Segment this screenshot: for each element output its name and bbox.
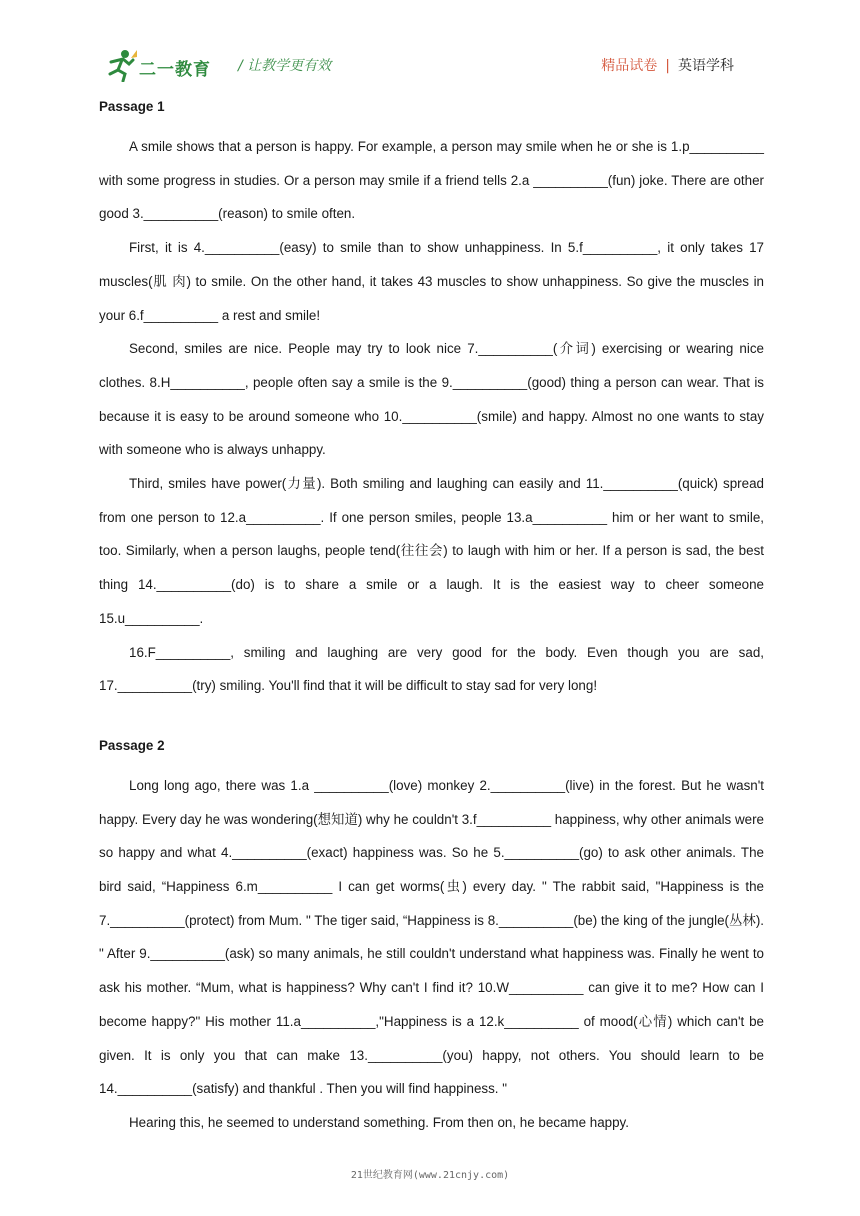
paragraph: Long long ago, there was 1.a __________(love) monkey 2.__________(live) in the forest. But he wasn't happy. Every day he was wondering(想知道) why he couldn't 3.f__________ happiness, why other animals were so happy and what 4.__________(exact) happiness was. So he 5.__________(go) to ask other animals. The bird said, “Happiness 6.m__________ I can get worms(虫) every day. " The rabbit said, "Happiness is the 7.__________(protect) from Mum. " The tiger said, “Happiness is 8.__________(be) the king of the jungle(丛林). " After 9.__________(ask) so many animals, he still couldn't understand what happiness was. Finally he went to ask his mother. “Mum, what is happiness? Why can't I find it? 10.W__________ can give it to me? How can I become happy?" His mother 11.a__________,"Happiness is a 12.k__________ of mood(心情) which can't be given. It is only you that can make 13.__________(you) happy, not others. You should learn to be 14.__________(satisfy) and thankful . Then you will find happiness. " <box>99 777 764 1097</box>
paragraph: Third, smiles have power(力量). Both smiling and laughing can easily and 11.__________(quick) spread from one person to 12.a__________. If one person smiles, people 13.a__________ him or her want to smile, too. Similarly, when a person laughs, people tend(往往会) to laugh with him or her. If a person is sad, the best thing 14.__________(do) is to share a smile or a laugh. It is the easiest way to cheer someone 15.u__________. <box>99 476 764 626</box>
passage-title: Passage 2 <box>99 737 165 753</box>
paragraph: Second, smiles are nice. People may try to look nice 7.__________(介词) exercising or wearing nice clothes. 8.H__________, people often say a smile is the 9.__________(good) thing a person can wear. That is because it is easy to be around someone who 10.__________(smile) and happy. Almost no one wants to stay with someone who is always unhappy. <box>99 341 764 458</box>
header-label-subject: 英语学科 <box>678 58 734 74</box>
paragraph: 16.F__________, smiling and laughing are very good for the body. Even though you are sad, 17.__________(try) smiling. You'll find that it will be difficult to stay sad for very long! <box>99 644 764 694</box>
header-label-quality: 精品试卷 <box>601 58 658 74</box>
header-right <box>601 55 734 75</box>
document-body <box>99 96 764 1140</box>
page-header <box>0 0 860 95</box>
page-footer: 21世纪教育网(www.21cnjy.com) <box>350 1170 510 1181</box>
slogan: / 让教学更有效 <box>238 58 332 74</box>
header-separator: | <box>665 58 670 74</box>
paragraph: Hearing this, he seemed to understand something. From then on, he became happy. <box>129 1114 629 1130</box>
logo-text: 二一教育 <box>139 60 211 80</box>
passage-title: Passage 1 <box>99 99 165 114</box>
logo <box>103 48 213 82</box>
paragraph: A smile shows that a person is happy. For example, a person may smile when he or she is 1.p__________ with some progress in studies. Or a person may smile if a friend tells 2.a __________(fun) joke. There are other good 3.__________(reason) to smile often. <box>99 139 764 222</box>
runner-logo-icon <box>103 48 139 82</box>
paragraph: First, it is 4.__________(easy) to smile than to show unhappiness. In 5.f__________, it only takes 17 muscles(肌 肉) to smile. On the other hand, it takes 43 muscles to show unhappiness. So give the muscles in your 6.f__________ a rest and smile! <box>99 240 764 323</box>
